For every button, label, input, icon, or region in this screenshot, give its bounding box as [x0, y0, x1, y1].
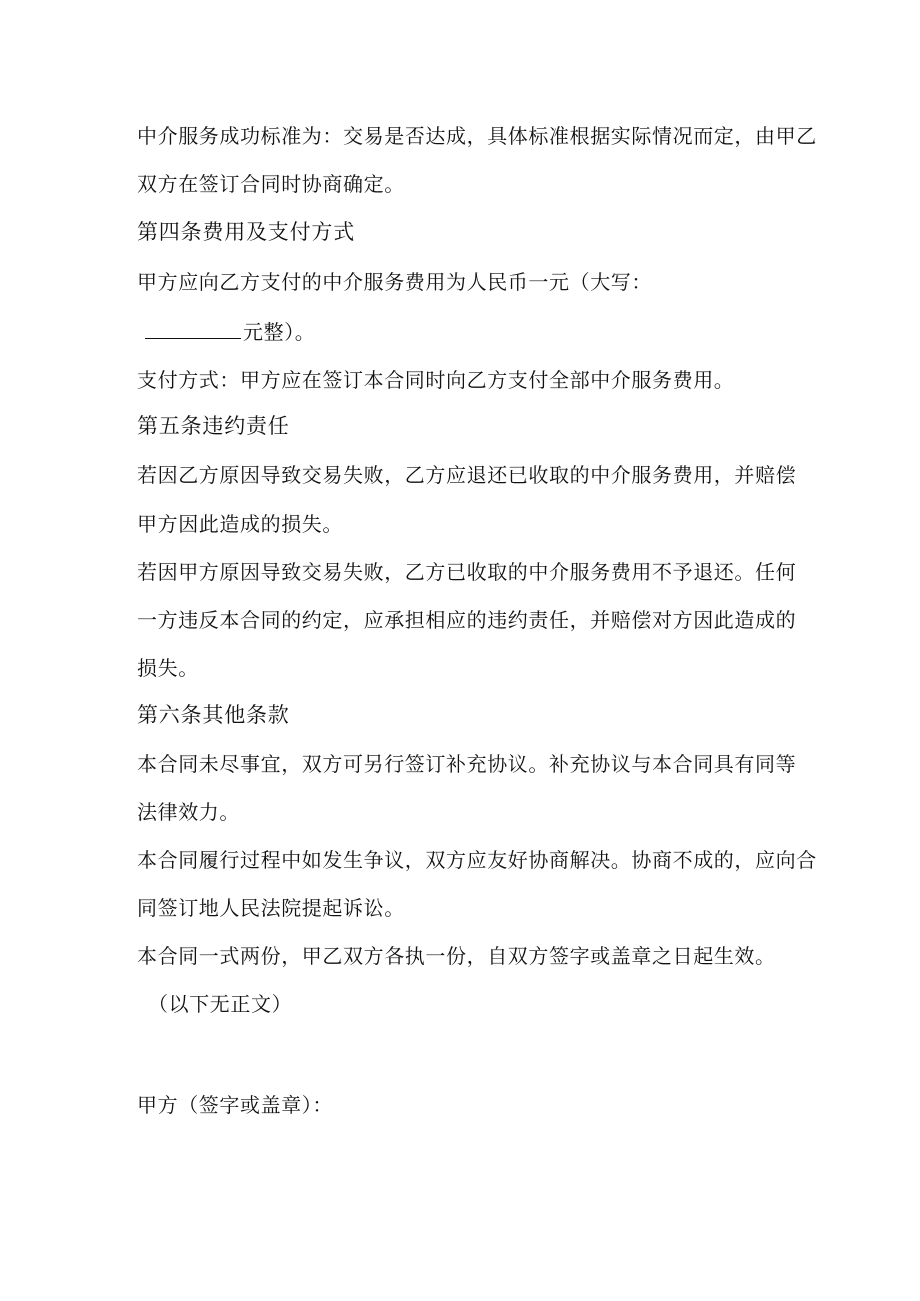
section4-fee-line-2	[145, 318, 805, 346]
section3-line-2: 双方在签订合同时协商确定。	[137, 172, 405, 196]
section5-para2-line-2: 一方违反本合同的约定，应承担相应的违约责任，并赔偿对方因此造成的	[137, 608, 797, 632]
section4-fee-line-1: 甲方应向乙方支付的中介服务费用为人民币一元（大写：	[137, 270, 652, 294]
section5-para2-line-1: 若因甲方原因导致交易失败，乙方已收取的中介服务费用不予退还。任何	[137, 560, 797, 584]
section3-line-1: 中介服务成功标准为：交易是否达成，具体标准根据实际情况而定，由甲乙	[137, 124, 817, 148]
amount-blank	[145, 320, 241, 339]
section6-para1-line-1: 本合同未尽事宜，双方可另行签订补充协议。补充协议与本合同具有同等	[137, 752, 797, 776]
section5-para1-line-2: 甲方因此造成的损失。	[137, 512, 343, 536]
section4-fee-suffix: 元整）。	[243, 320, 316, 344]
section5-para2-line-3: 损失。	[137, 656, 199, 680]
section6-para2-line-1: 本合同履行过程中如发生争议，双方应友好协商解决。协商不成的，应向合	[137, 848, 817, 872]
section6-para2-line-2: 同签订地人民法院提起诉讼。	[137, 896, 405, 920]
party-a-signature-label: 甲方（签字或盖章）：	[137, 1093, 333, 1117]
no-text-note: （以下无正文）	[148, 992, 293, 1016]
section5-para1-line-1: 若因乙方原因导致交易失败，乙方应退还已收取的中介服务费用，并赔偿	[137, 463, 797, 487]
section6-para1-line-2: 法律效力。	[137, 800, 240, 824]
section6-heading: 第六条其他条款	[137, 703, 290, 727]
section5-heading: 第五条违约责任	[137, 414, 290, 438]
section6-para3: 本合同一式两份，甲乙双方各执一份，自双方签字或盖章之日起生效。	[137, 944, 776, 968]
section4-payment-method: 支付方式：甲方应在签订本合同时向乙方支付全部中介服务费用。	[137, 368, 735, 392]
section4-heading: 第四条费用及支付方式	[137, 220, 355, 244]
